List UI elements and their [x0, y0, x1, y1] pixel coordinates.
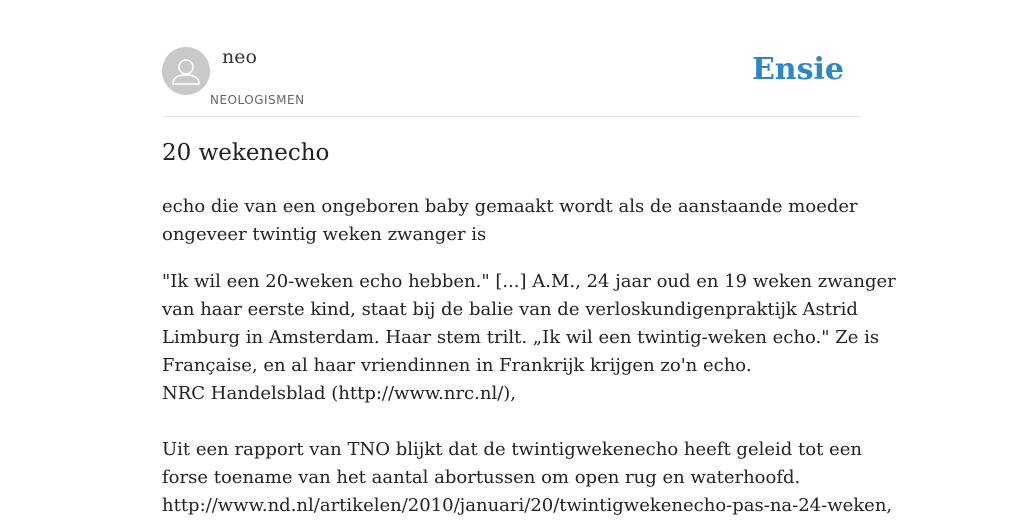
example-line: Limburg in Amsterdam. Haar stem trilt. „Ik wil een twintig-weken echo." Ze is: [162, 327, 880, 348]
example-blank-line: [162, 408, 862, 436]
entry-example: [162, 268, 896, 520]
example-line: forse toename van het aantal abortussen om open rug en waterhoofd.: [162, 467, 801, 488]
header: [162, 0, 862, 117]
example-line: "Ik wil een 20-weken echo hebben." [...] A.M., 24 jaar oud en 19 weken zwanger: [162, 271, 896, 292]
example-url-line[interactable]: http://www.nd.nl/artikelen/2010/januari/20/twintigwekenecho-pas-na-24-weken,: [162, 495, 893, 516]
page-container: [162, 0, 896, 516]
entry-title: 20 wekenecho: [162, 140, 330, 166]
example-line: Française, en al haar vriendinnen in Frankrijk krijgen zo'n echo.: [162, 355, 752, 376]
example-line: Uit een rapport van TNO blijkt dat de twintigwekenecho heeft geleid tot een: [162, 439, 862, 460]
user-silhouette-icon: [162, 47, 210, 95]
avatar[interactable]: [162, 47, 210, 95]
username[interactable]: neo: [222, 46, 257, 68]
category-label[interactable]: NEOLOGISMEN: [210, 93, 305, 107]
ensie-logo[interactable]: Ensie: [751, 52, 844, 87]
example-source-line[interactable]: NRC Handelsblad (http://www.nrc.nl/),: [162, 383, 517, 404]
entry-definition: echo die van een ongeboren baby gemaakt wordt als de aanstaande moeder ongeveer twintig weken zwanger is: [162, 196, 858, 245]
example-line: van haar eerste kind, staat bij de balie van de verloskundigenpraktijk Astrid: [162, 299, 858, 320]
